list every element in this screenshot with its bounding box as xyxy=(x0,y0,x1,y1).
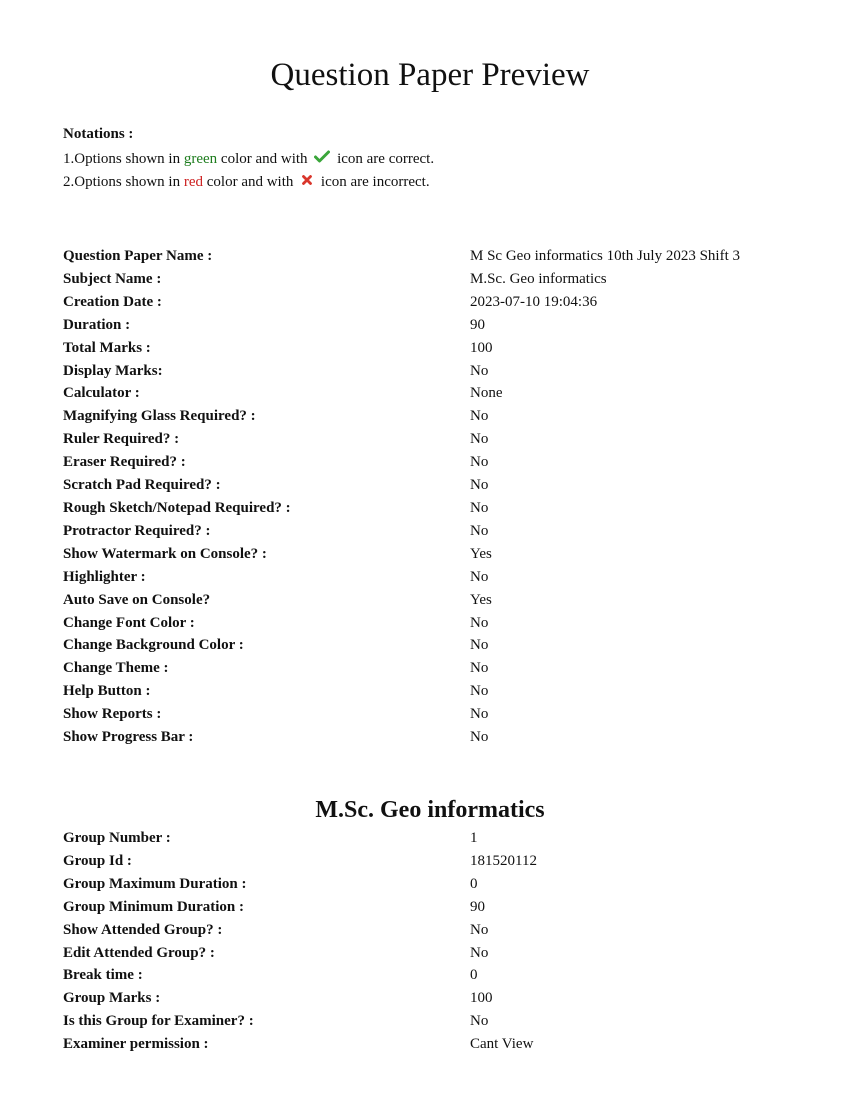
detail-value: 0 xyxy=(470,967,478,984)
detail-row xyxy=(63,360,740,383)
detail-label: Question Paper Name : xyxy=(63,248,213,264)
detail-value: No xyxy=(470,431,489,448)
detail-label: Change Background Color : xyxy=(63,637,244,654)
detail-label: Rough Sketch/Notepad Required? : xyxy=(63,499,291,516)
detail-row xyxy=(63,1033,537,1056)
cross-icon xyxy=(300,171,314,194)
group-details-table xyxy=(63,827,537,1056)
detail-value: No xyxy=(470,408,489,425)
detail-label: Auto Save on Console? xyxy=(63,591,211,608)
detail-label: Duration : xyxy=(63,316,131,333)
detail-row xyxy=(63,726,740,749)
detail-value: Yes xyxy=(470,591,492,608)
detail-row xyxy=(63,896,537,919)
section-title: M.Sc. Geo informatics xyxy=(315,797,545,823)
detail-label: Show Attended Group? : xyxy=(63,921,223,938)
detail-label: Group Minimum Duration : xyxy=(63,898,244,915)
detail-value: No xyxy=(470,921,489,938)
detail-value: 2023-07-10 19:04:36 xyxy=(470,293,598,310)
detail-value: 181520112 xyxy=(470,852,537,869)
detail-value: 0 xyxy=(470,875,478,892)
detail-label: Creation Date : xyxy=(63,293,162,310)
detail-value: No xyxy=(470,706,489,723)
detail-value: 1 xyxy=(470,830,478,846)
detail-row xyxy=(63,850,537,873)
notation-correct xyxy=(63,148,434,171)
notation-incorrect-prefix: 2.Options shown in xyxy=(63,174,184,191)
detail-value: No xyxy=(470,499,489,516)
notations-heading: Notations : xyxy=(63,126,134,142)
detail-value: No xyxy=(470,362,489,379)
notation-green-word: green xyxy=(183,151,218,167)
detail-row xyxy=(63,942,537,965)
detail-value: No xyxy=(470,477,489,494)
detail-label: Edit Attended Group? : xyxy=(63,944,215,961)
detail-row xyxy=(63,520,740,543)
notation-correct-prefix: 1.Options shown in xyxy=(63,151,184,167)
detail-row xyxy=(63,612,740,635)
detail-label: Highlighter : xyxy=(63,568,146,585)
detail-label: Break time : xyxy=(63,967,143,984)
detail-value: No xyxy=(470,660,489,677)
detail-value: No xyxy=(470,1013,489,1030)
detail-value: 90 xyxy=(470,898,485,915)
notation-red-word: red xyxy=(183,174,203,191)
detail-row xyxy=(63,680,740,703)
detail-label: Ruler Required? : xyxy=(63,431,180,448)
detail-value: 100 xyxy=(470,990,493,1007)
notations xyxy=(63,123,434,194)
detail-value: No xyxy=(470,683,489,700)
notation-correct-suffix: icon are correct. xyxy=(333,151,435,167)
detail-row xyxy=(63,634,740,657)
detail-row xyxy=(63,657,740,680)
detail-value: M Sc Geo informatics 10th July 2023 Shift 3 xyxy=(470,248,740,264)
detail-row xyxy=(63,337,740,360)
detail-value: No xyxy=(470,944,489,961)
detail-label: Show Reports : xyxy=(63,706,162,723)
detail-row xyxy=(63,987,537,1010)
detail-label: Group Id : xyxy=(63,852,132,869)
detail-value: Yes xyxy=(470,545,492,562)
detail-row xyxy=(63,703,740,726)
paper-details-table xyxy=(63,245,740,749)
detail-row xyxy=(63,405,740,428)
detail-row xyxy=(63,291,740,314)
detail-label: Eraser Required? : xyxy=(63,454,186,471)
detail-label: Is this Group for Examiner? : xyxy=(63,1013,254,1030)
detail-label: Help Button : xyxy=(63,683,151,700)
detail-label: Protractor Required? : xyxy=(63,522,211,539)
detail-value: No xyxy=(470,568,489,585)
detail-row xyxy=(63,245,740,268)
detail-row xyxy=(63,919,537,942)
detail-row xyxy=(63,827,537,850)
detail-label: Scratch Pad Required? : xyxy=(63,477,221,494)
detail-row xyxy=(63,268,740,291)
detail-row xyxy=(63,428,740,451)
detail-value: No xyxy=(470,729,489,746)
detail-label: Total Marks : xyxy=(63,339,151,356)
detail-label: Display Marks: xyxy=(63,362,163,379)
notation-incorrect xyxy=(63,171,434,194)
detail-row xyxy=(63,873,537,896)
detail-label: Examiner permission : xyxy=(63,1036,209,1053)
detail-label: Change Theme : xyxy=(63,660,169,677)
detail-value: No xyxy=(470,614,489,631)
check-icon xyxy=(314,148,330,171)
detail-label: Show Watermark on Console? : xyxy=(63,545,267,562)
detail-value: M.Sc. Geo informatics xyxy=(470,270,607,287)
detail-label: Group Maximum Duration : xyxy=(63,875,247,892)
detail-row xyxy=(63,1010,537,1033)
detail-row xyxy=(63,314,740,337)
detail-label: Magnifying Glass Required? : xyxy=(63,408,256,425)
detail-row xyxy=(63,543,740,566)
detail-value: Cant View xyxy=(470,1036,534,1053)
detail-value: 100 xyxy=(470,339,493,356)
detail-label: Group Marks : xyxy=(63,990,161,1007)
detail-row xyxy=(63,497,740,520)
detail-label: Group Number : xyxy=(63,830,171,846)
notation-incorrect-middle: color and with xyxy=(203,174,298,191)
detail-row xyxy=(63,474,740,497)
detail-label: Change Font Color : xyxy=(63,614,195,631)
detail-value: No xyxy=(470,454,489,471)
detail-label: Show Progress Bar : xyxy=(63,729,194,746)
detail-value: 90 xyxy=(470,316,485,333)
detail-row xyxy=(63,451,740,474)
detail-row xyxy=(63,566,740,589)
detail-row xyxy=(63,589,740,612)
detail-label: Subject Name : xyxy=(63,270,162,287)
detail-row xyxy=(63,382,740,405)
detail-label: Calculator : xyxy=(63,385,140,402)
detail-value: None xyxy=(470,385,503,402)
notation-incorrect-suffix: icon are incorrect. xyxy=(317,174,430,191)
notation-correct-middle: color and with xyxy=(217,151,312,167)
detail-value: No xyxy=(470,522,489,539)
detail-value: No xyxy=(470,637,489,654)
page-title: Question Paper Preview xyxy=(270,57,590,93)
detail-row xyxy=(63,964,537,987)
